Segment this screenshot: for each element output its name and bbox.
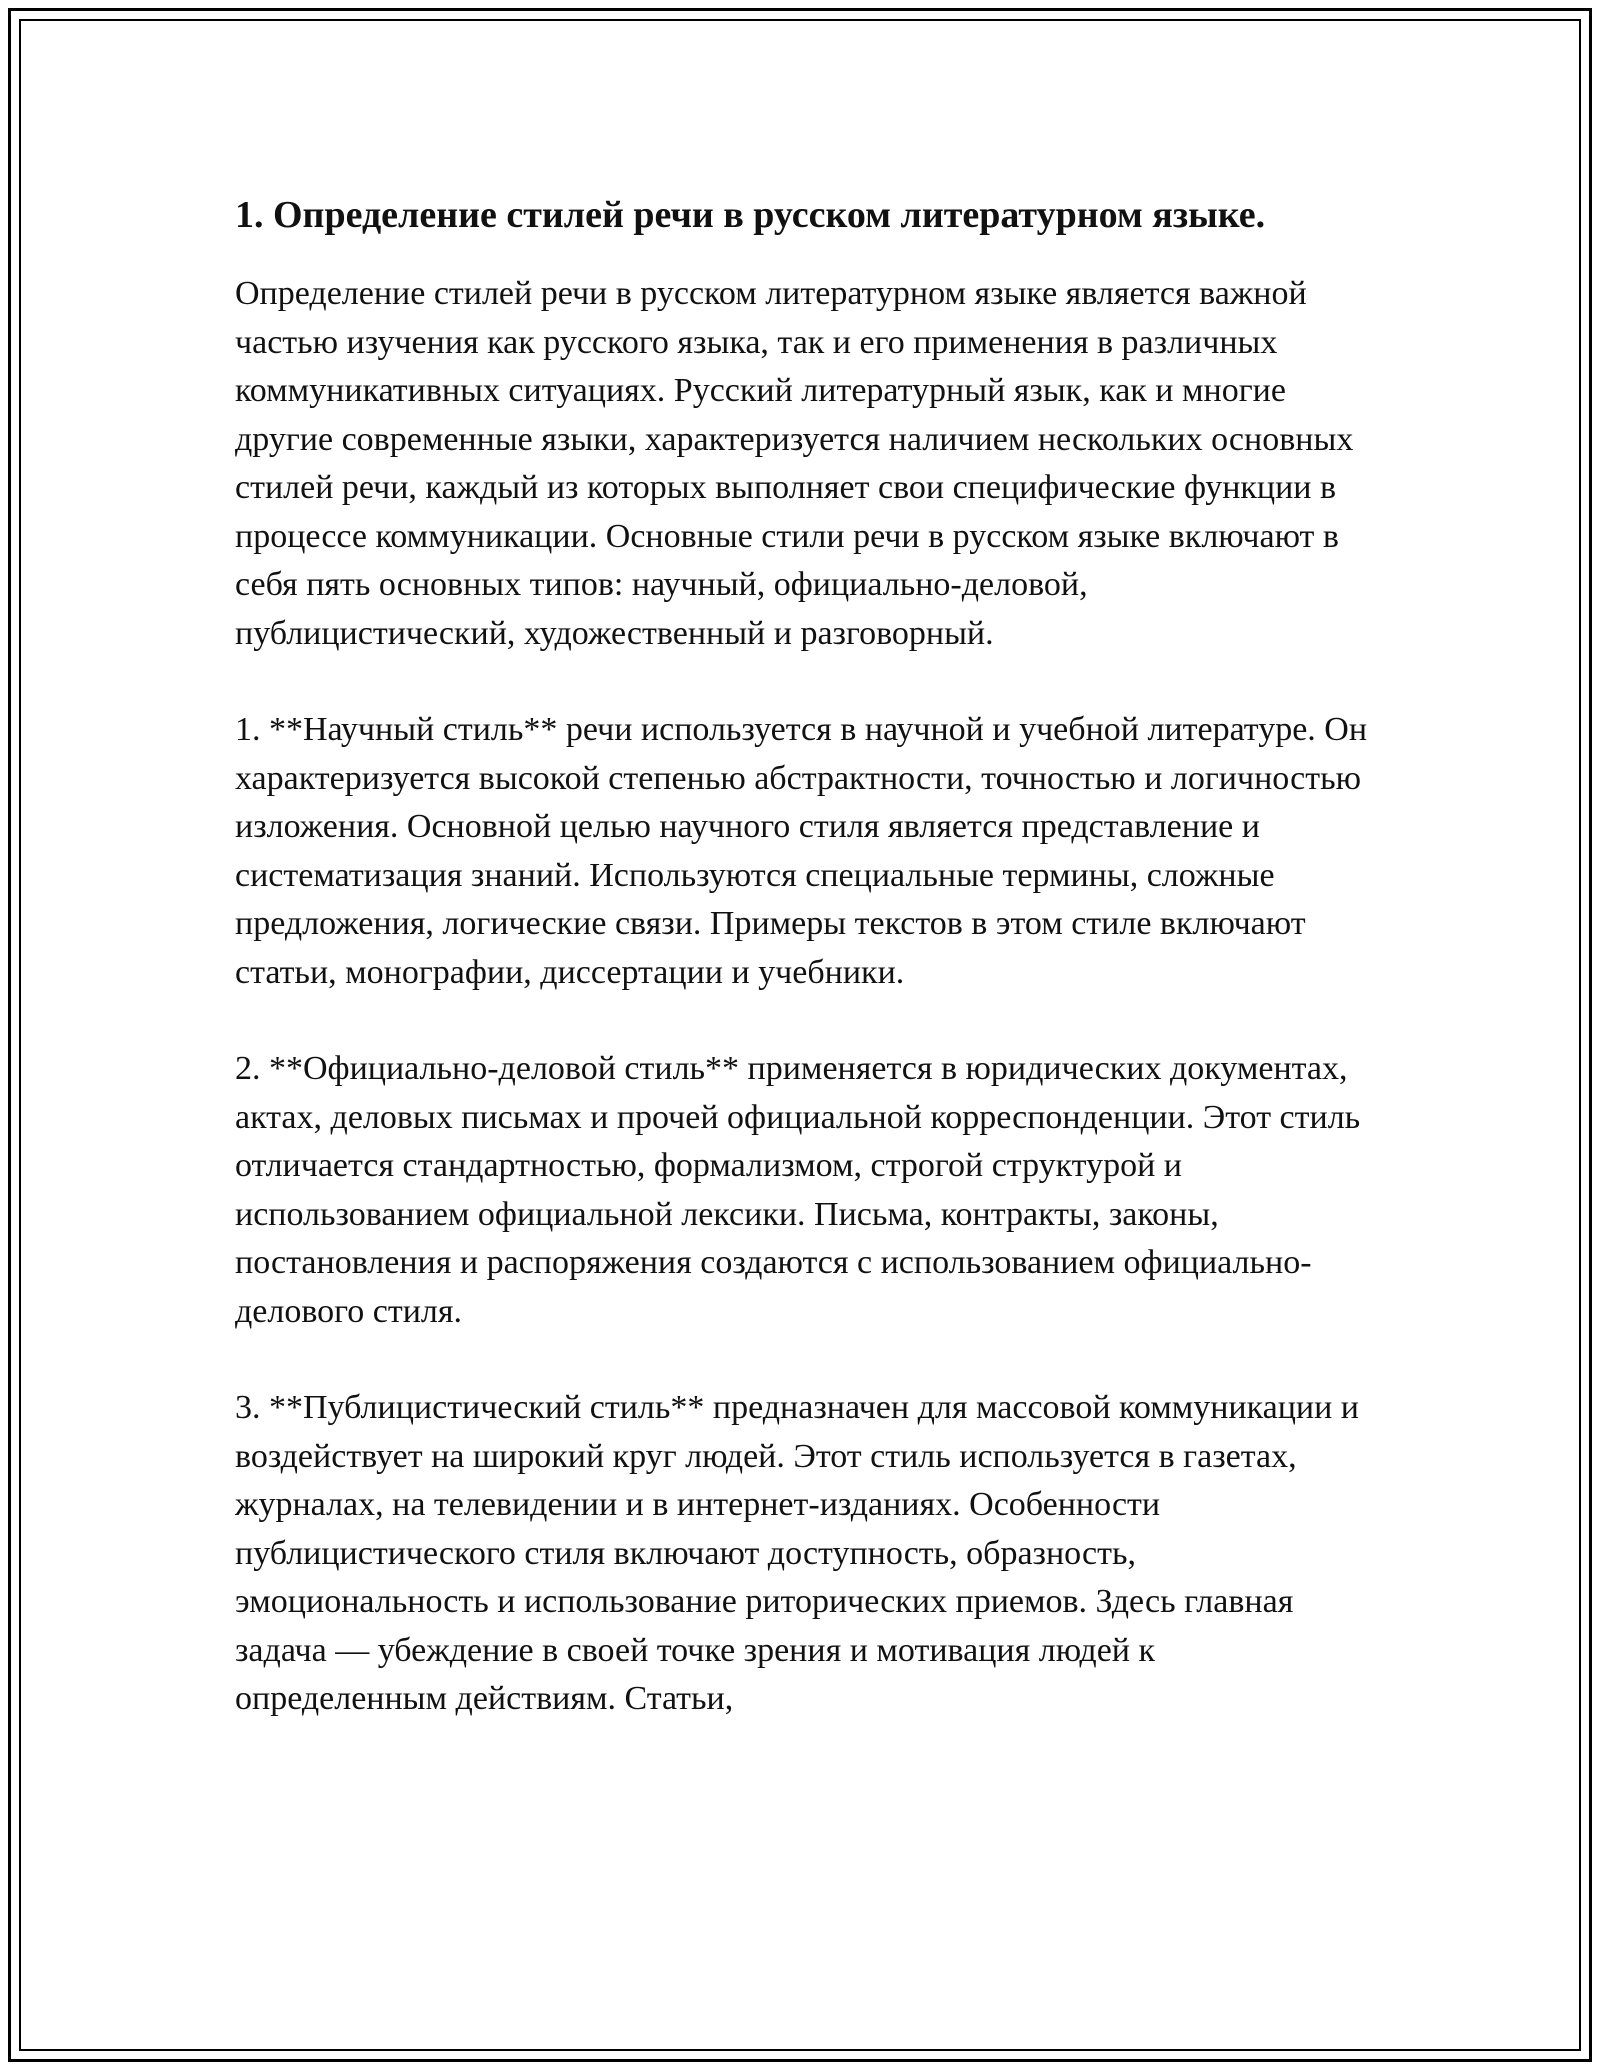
document-title: 1. Определение стилей речи в русском литературном языке. — [235, 194, 1266, 236]
scientific-style-paragraph: 1. **Научный стиль** речи используется в научной и учебной литературе. Он характеризуется высокой степенью абстрактности, точностью и логичностью изложения. Основной целью научного стиля является представление и систематизация знаний. Используются специальные термины, сложные предложения, логические связи. Примеры текстов в этом стиле включают статьи, монографии, диссертации и учебники. — [235, 711, 1368, 991]
document-page — [235, 190, 1375, 1772]
journalistic-style-paragraph: 3. **Публицистический стиль** предназначен для массовой коммуникации и воздействует на широкий круг людей. Этот стиль используется в газетах, журналах, на телевидении и в интернет-изданиях. Особенности публицистического стиля включают доступность, образность, эмоциональность и использование риторических приемов. Здесь главная задача — убеждение в своей точке зрения и мотивация людей к определенным действиям. Статьи, — [235, 1389, 1359, 1717]
intro-paragraph: Определение стилей речи в русском литературном языке является важной частью изучения как русского языка, так и его применения в различных коммуникативных ситуациях. Русский литературный язык, как и многие другие современные языки, характеризуется наличием нескольких основных стилей речи, каждый из которых выполняет свои специфические функции в процессе коммуникации. Основные стили речи в русском языке включают в себя пять основных типов: научный, официально-деловой, публицистический, художественный и разговорный. — [235, 275, 1354, 652]
official-business-style-paragraph: 2. **Официально-деловой стиль** применяется в юридических документах, актах, деловых письмах и прочей официальной корреспонденции. Этот стиль отличается стандартностью, формализмом, строгой структурой и использованием официальной лексики. Письма, контракты, законы, постановления и распоряжения создаются с использованием официально-делового стиля. — [235, 1050, 1361, 1330]
